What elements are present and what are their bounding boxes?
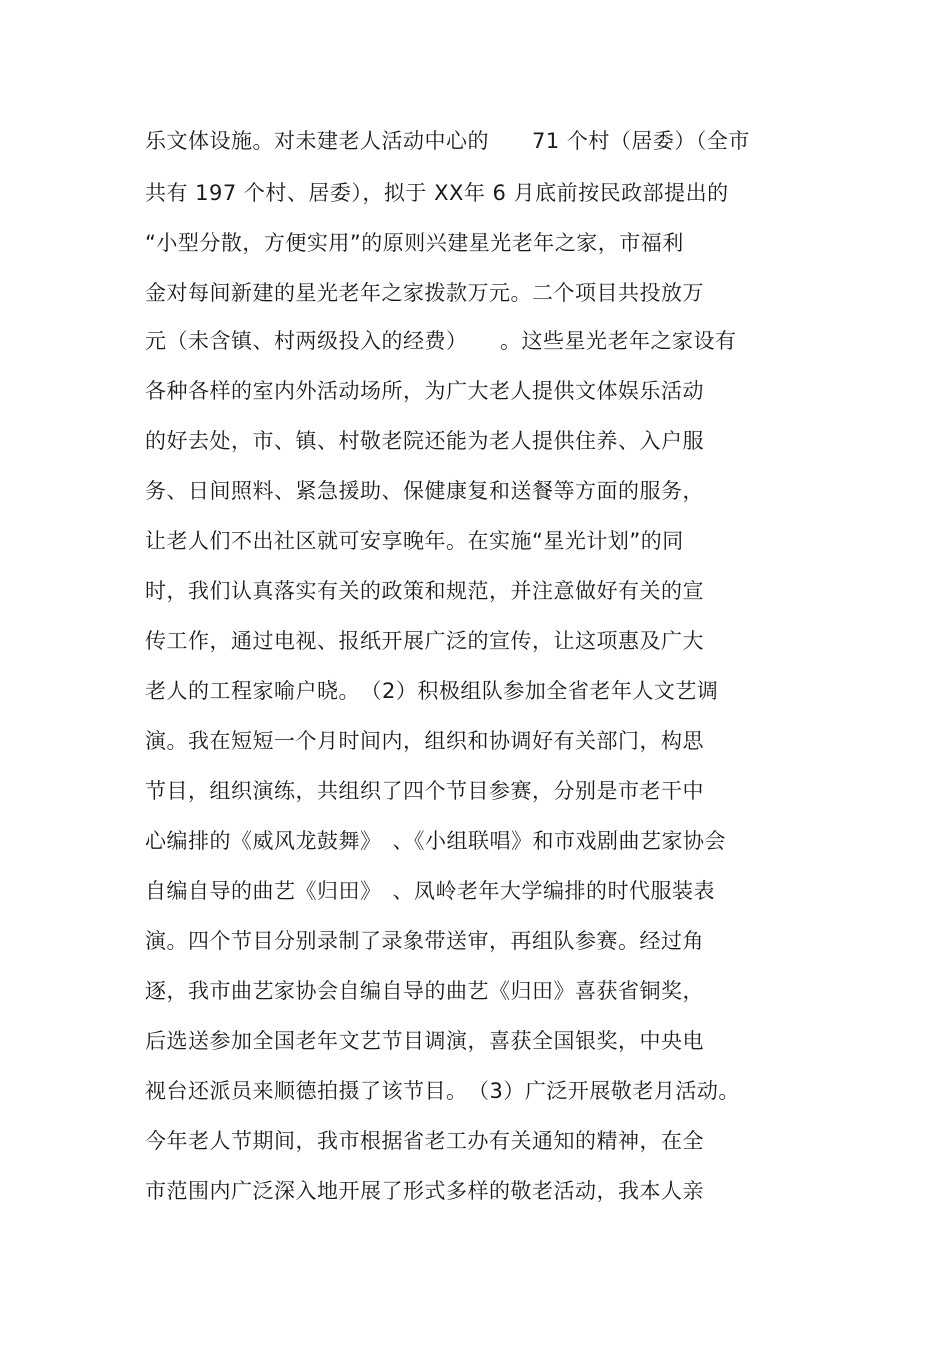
body-text-line: 今年老人节期间，我市根据省老工办有关通知的精神，在全 xyxy=(145,1129,704,1153)
body-text-line: 传工作，通过电视、报纸开展广泛的宣传，让这项惠及广大 xyxy=(145,629,704,653)
body-text-line: 市范围内广泛深入地开展了形式多样的敬老活动，我本人亲 xyxy=(145,1179,704,1203)
body-text-line: 逐，我市曲艺家协会自编自导的曲艺《归田》喜获省铜奖， xyxy=(145,979,704,1003)
body-text-line: 的好去处，市、镇、村敬老院还能为老人提供住养、入户服 xyxy=(145,429,704,453)
body-text-line: 务、日间照料、紧急援助、保健康复和送餐等方面的服务， xyxy=(145,479,704,503)
body-text-line: 各种各样的室内外活动场所，为广大老人提供文体娱乐活动 xyxy=(145,379,704,403)
body-text-line: 演。四个节目分别录制了录象带送审，再组队参赛。经过角 xyxy=(145,929,704,953)
body-text-line: 时，我们认真落实有关的政策和规范，并注意做好有关的宣 xyxy=(145,579,704,603)
body-text-line: 节目，组织演练，共组织了四个节目参赛，分别是市老干中 xyxy=(145,779,704,803)
body-text-line: 老人的工程家喻户晓。 （2）积极组队参加全省老年人文艺调 xyxy=(145,679,719,703)
body-text-line: 共有 197 个村、居委），拟于 XX年 6 月底前按民政部提出的 xyxy=(145,181,729,205)
body-text-line: 后选送参加全国老年文艺节目调演，喜获全国银奖，中央电 xyxy=(145,1029,704,1053)
body-text-line: 让老人们不出社区就可安享晚年。在实施“星光计划”的同 xyxy=(145,529,684,553)
body-text-line: 自编自导的曲艺《归田》 、凤岭老年大学编排的时代服装表 xyxy=(145,879,715,903)
body-text-line: 金对每间新建的星光老年之家拨款万元。二个项目共投放万 xyxy=(145,281,704,305)
body-text-line: 心编排的《威风龙鼓舞》 、《小组联唱》和市戏剧曲艺家协会 xyxy=(145,829,726,853)
body-text-line: 视台还派员来顺德拍摄了该节目。 （3）广泛开展敬老月活动。 xyxy=(145,1079,740,1103)
body-text-line: 元（未含镇、村两级投入的经费） 。这些星光老年之家设有 xyxy=(145,329,737,353)
body-text-line: 乐文体设施。对未建老人活动中心的 71 个村（居委）（全市 xyxy=(145,129,750,153)
body-text-line: 演。我在短短一个月时间内，组织和协调好有关部门，构思 xyxy=(145,729,704,753)
body-text-line: “小型分散，方便实用”的原则兴建星光老年之家，市福利 xyxy=(145,231,684,255)
